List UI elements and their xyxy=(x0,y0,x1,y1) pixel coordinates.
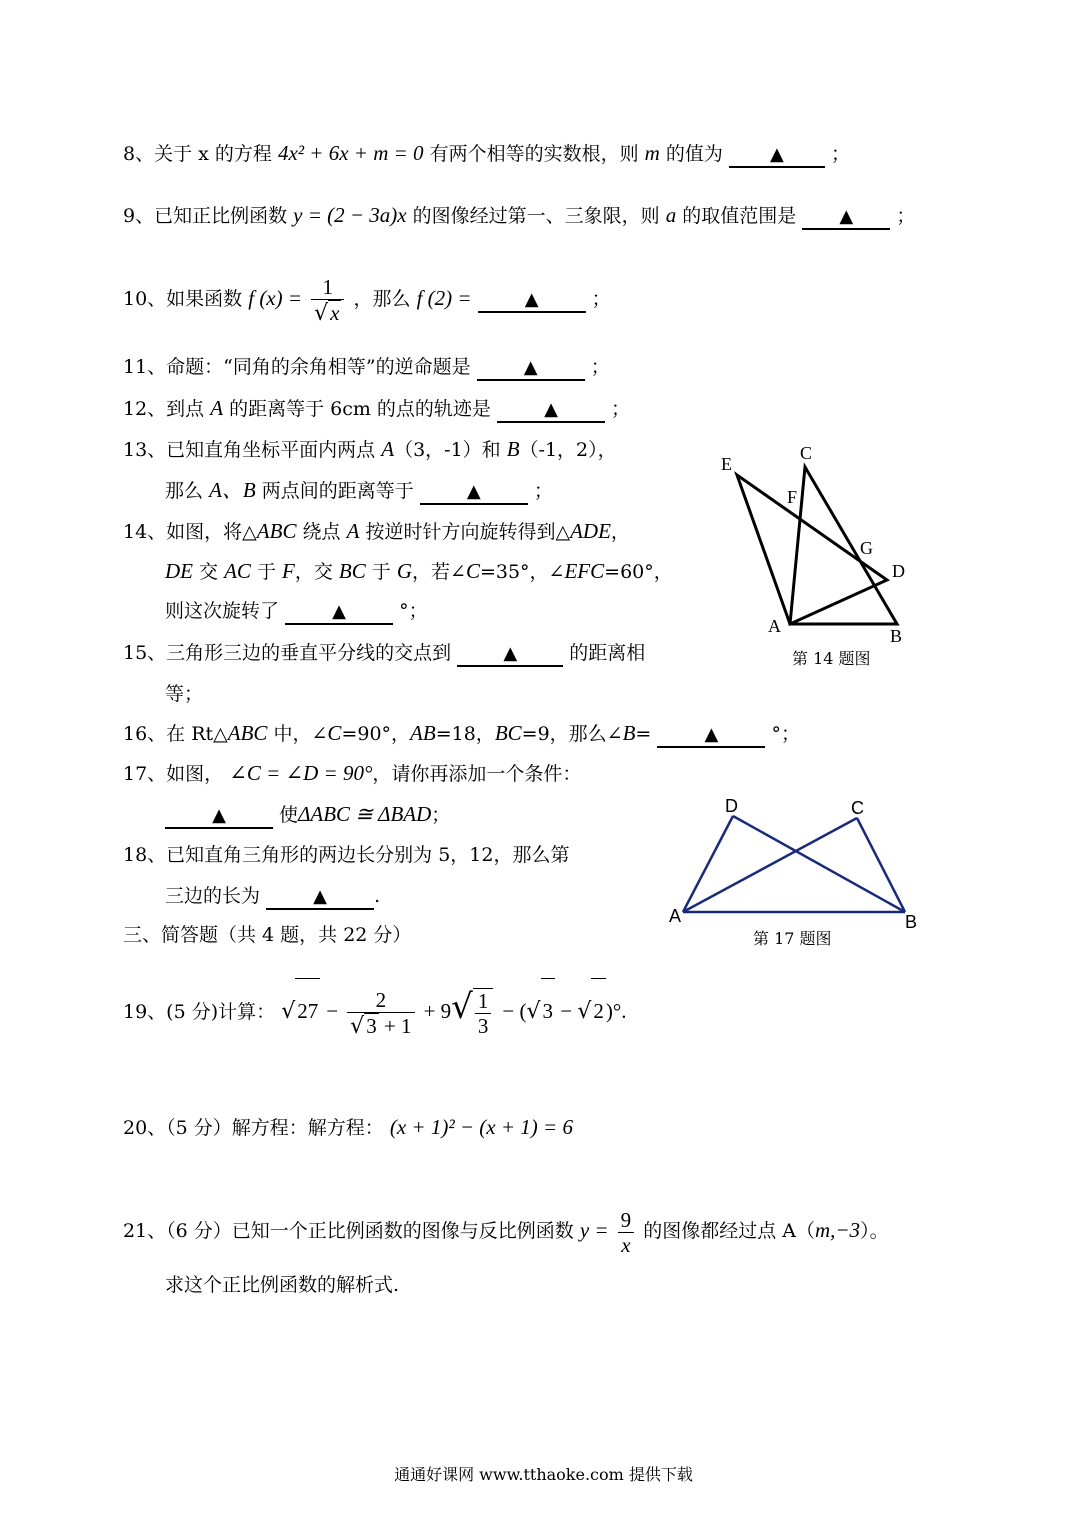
q13-text: 13、已知直角坐标平面内两点 xyxy=(123,439,376,461)
point-label-d: D xyxy=(892,561,905,581)
q10-num: 1 xyxy=(311,275,344,300)
triangle-icon: ▲ xyxy=(332,601,346,622)
q9-equation: y = (2 − 3a)x xyxy=(293,203,407,227)
question-17 xyxy=(123,760,581,787)
q14-end-1: ， xyxy=(610,521,630,543)
section-title xyxy=(123,922,411,948)
q21-num: 9 xyxy=(618,1208,635,1233)
q17-cond: ∠C = ∠D = 90° xyxy=(229,761,373,785)
q8-text-mid: 有两个相等的实数根，则 xyxy=(429,143,639,165)
question-19 xyxy=(123,975,627,1044)
q19-text: 19、(5 分)计算： xyxy=(123,1001,276,1023)
point-label-g: G xyxy=(860,538,873,558)
q14-end-3: °； xyxy=(399,600,428,622)
q12-var: A xyxy=(210,396,224,420)
q13-b: B xyxy=(506,437,520,461)
question-9 xyxy=(123,202,915,230)
figure-17 xyxy=(665,792,935,952)
answer-blank[interactable] xyxy=(266,884,374,910)
answer-blank[interactable] xyxy=(457,641,563,667)
point-label-b: B xyxy=(890,626,903,646)
question-8 xyxy=(123,140,850,168)
q14-text-post: 按逆时针方向旋转得到△ xyxy=(365,521,571,543)
triangle-icon: ▲ xyxy=(524,289,539,310)
q10-text-mid: ，那么 xyxy=(353,288,411,310)
q14-line2-seg: 于 xyxy=(365,561,397,583)
answer-blank[interactable] xyxy=(478,287,586,313)
question-18 xyxy=(123,842,569,868)
answer-blank[interactable] xyxy=(165,803,273,829)
sqrt-icon: √ xyxy=(526,999,541,1024)
q18-text: 18、已知直角三角形的两边长分别为 5，12，那么第 xyxy=(123,844,570,866)
q12-text-post: 的距离等于 6cm 的点的轨迹是 xyxy=(229,398,491,420)
q21-point: m,−3 xyxy=(814,1218,861,1242)
footer: 通通好课网 www.tthaoke.com 提供下载 xyxy=(394,1465,693,1484)
question-21 xyxy=(123,1200,889,1261)
q13-a: A xyxy=(381,437,395,461)
q21-text-2: 求这个正比例函数的解析式. xyxy=(165,1274,400,1296)
point-label-a: A xyxy=(669,906,682,926)
q21-fraction xyxy=(618,1208,635,1257)
point-label-f: F xyxy=(787,487,798,507)
q18-text-2: 三边的长为 xyxy=(165,885,261,907)
q19-den-r: 3 xyxy=(366,1013,377,1038)
q8-equation: 4x² + 6x + m = 0 xyxy=(277,141,424,165)
q14-line2-seg: C xyxy=(465,559,480,583)
question-15 xyxy=(123,640,645,667)
point-label-c: C xyxy=(851,798,864,818)
question-14-line-1 xyxy=(123,518,630,545)
sqrt-icon: √ xyxy=(451,987,473,1027)
q10-end: ； xyxy=(591,288,611,310)
answer-blank[interactable] xyxy=(802,204,890,230)
q14-line2-seg: AC xyxy=(224,559,251,583)
q17-text: 17、如图， xyxy=(123,763,224,785)
q21-text-post: 的图像都经过点 A（ xyxy=(643,1220,815,1242)
q14-line2-seg: 于 xyxy=(250,561,283,583)
question-12 xyxy=(123,395,630,423)
triangle-icon: ▲ xyxy=(770,144,784,165)
q14-line2-seg: ，若∠ xyxy=(412,561,466,583)
q17-text-2: 使 xyxy=(279,804,299,826)
question-18-line-2 xyxy=(165,883,380,910)
q21-den: x xyxy=(621,1232,631,1257)
triangle-icon: ▲ xyxy=(544,399,558,420)
q14-line2-seg: 交 xyxy=(193,561,225,583)
q16-ab: AB xyxy=(410,721,436,745)
q20-equation: (x + 1)² − (x + 1) = 6 xyxy=(389,1115,573,1139)
sqrt-icon: √ xyxy=(350,1013,365,1039)
q13-a-coord: （3，-1）和 xyxy=(394,439,501,461)
q19-r27: 27 xyxy=(295,978,320,1043)
q16-bc: BC xyxy=(494,721,522,745)
q11-text: 11、命题：“同角的余角相等”的逆命题是 xyxy=(123,356,471,378)
q14-a: A xyxy=(346,519,360,543)
q8-text: 8、关于 x 的方程 xyxy=(123,143,272,165)
q16-t3: =18， xyxy=(435,723,495,745)
q19-r2: 2 xyxy=(591,978,606,1043)
q19-fraction xyxy=(347,988,414,1039)
sqrt-icon: √ xyxy=(281,999,296,1024)
triangle-icon: ▲ xyxy=(839,206,854,227)
q10-fraction xyxy=(311,275,344,326)
q16-c: C xyxy=(327,721,342,745)
q19-tail-close: )°. xyxy=(605,999,627,1023)
q21-text: 21、（6 分）已知一个正比例函数的图像与反比例函数 xyxy=(123,1220,574,1242)
q16-t2: =90°， xyxy=(341,723,411,745)
figure-17-caption: 第 17 题图 xyxy=(753,929,832,948)
q14-line2-seg: G xyxy=(396,559,413,583)
q19-plus: + 9 xyxy=(423,999,452,1023)
figure-14-caption: 第 14 题图 xyxy=(792,649,871,668)
q9-text-post: 的取值范围是 xyxy=(682,205,797,227)
q15-text-2: 等； xyxy=(165,683,204,705)
q13-end: ； xyxy=(533,480,553,502)
q16-abc: ABC xyxy=(227,721,268,745)
point-label-e: E xyxy=(721,454,732,474)
q20-text: 20、（5 分）解方程：解方程： xyxy=(123,1117,384,1139)
q14-line2-seg: BC xyxy=(338,559,366,583)
triangle-icon: ▲ xyxy=(503,643,518,664)
q16-b: B xyxy=(622,721,636,745)
answer-blank[interactable] xyxy=(477,355,585,381)
q15-text: 15、三角形三边的垂直平分线的交点到 xyxy=(123,642,452,664)
triangle-icon: ▲ xyxy=(704,724,719,745)
q14-abc: ABC xyxy=(256,519,297,543)
answer-blank[interactable] xyxy=(420,479,528,505)
q14-line2-seg: =35°，∠ xyxy=(479,561,565,583)
sqrt-icon: √ xyxy=(577,999,592,1024)
answer-blank[interactable] xyxy=(497,397,605,423)
q11-end: ； xyxy=(590,356,610,378)
q17-end: ； xyxy=(431,804,451,826)
sqrt-icon: √ xyxy=(314,300,329,326)
q15-text-post: 的距离相 xyxy=(569,642,646,664)
section-3-title: 三、简答题（共 4 题，共 22 分） xyxy=(123,924,412,946)
q19-r3: 3 xyxy=(541,978,556,1043)
q10-text: 10、如果函数 xyxy=(123,288,243,310)
triangle-icon: ▲ xyxy=(313,886,327,907)
q14-line2-seg: ，交 xyxy=(294,561,339,583)
q14-text-mid: 绕点 xyxy=(302,521,341,543)
q14-text: 14、如图，将△ xyxy=(123,521,257,543)
q16-t4: =9，那么∠ xyxy=(521,723,623,745)
answer-blank[interactable] xyxy=(285,599,393,625)
question-21-line-2 xyxy=(165,1272,399,1298)
q14-line2-seg: F xyxy=(282,559,295,583)
q12-text: 12、到点 xyxy=(123,398,205,420)
triangle-icon: ▲ xyxy=(466,481,481,502)
q10-f2: f (2) = xyxy=(416,286,472,310)
point-label-b: B xyxy=(905,912,918,932)
q14-line2-seg: EFC xyxy=(564,559,605,583)
question-14-line-2 xyxy=(165,558,673,585)
q17-cong: ΔABC ≅ ΔBAD xyxy=(298,802,432,826)
q16-t1: 中，∠ xyxy=(267,723,328,745)
q13-text-3: 两点间的距离等于 xyxy=(261,480,414,502)
point-label-a: A xyxy=(768,616,781,636)
q19-den-plus: + 1 xyxy=(378,1013,412,1038)
q14-line2-seg: DE xyxy=(165,559,193,583)
q9-text: 9、已知正比例函数 xyxy=(123,205,288,227)
q14-ade: ADE xyxy=(570,519,611,543)
q19-tail-mid: − xyxy=(555,999,578,1023)
question-16 xyxy=(123,720,800,748)
triangle-icon: ▲ xyxy=(212,805,226,826)
q16-end: °； xyxy=(771,723,800,745)
q16-text: 16、在 Rt△ xyxy=(123,723,228,745)
figure-14-svg xyxy=(700,440,940,680)
q8-end: ； xyxy=(831,143,851,165)
q21-end: ）。 xyxy=(860,1220,889,1242)
point-label-d: D xyxy=(725,796,738,816)
q12-end: ； xyxy=(611,398,631,420)
figure-14 xyxy=(700,440,940,680)
answer-blank[interactable] xyxy=(729,142,825,168)
q19-inner-fraction xyxy=(473,988,494,1038)
q19-in-num: 1 xyxy=(475,989,492,1014)
q8-text-post: 的值为 xyxy=(665,143,723,165)
q8-var: m xyxy=(644,141,660,165)
q13-text-2: 那么 xyxy=(165,480,204,502)
question-10 xyxy=(123,268,611,329)
answer-blank[interactable] xyxy=(657,722,765,748)
q14-text-3: 则这次旋转了 xyxy=(165,600,280,622)
q19-tail-open: − ( xyxy=(502,999,527,1023)
point-label-c: C xyxy=(800,443,813,463)
question-20 xyxy=(123,1114,573,1141)
q10-fx: f (x) = xyxy=(248,286,303,310)
question-17-line-2 xyxy=(165,801,450,829)
q9-text-mid: 的图像经过第一、三象限，则 xyxy=(412,205,660,227)
q16-t5: = xyxy=(635,723,652,745)
q17-text-post: ，请你再添加一个条件： xyxy=(372,763,582,785)
q18-end: . xyxy=(374,885,381,907)
question-15-line-2 xyxy=(165,681,203,707)
question-13-line-2 xyxy=(165,477,553,505)
triangle-icon: ▲ xyxy=(523,357,538,378)
question-14-line-3 xyxy=(165,598,428,625)
q19-num: 2 xyxy=(347,988,414,1013)
q13-ab: A、B xyxy=(209,478,256,502)
q9-var: a xyxy=(665,203,677,227)
q19-minus: − xyxy=(326,999,339,1023)
segment-ac xyxy=(683,818,857,912)
question-11 xyxy=(123,354,610,381)
question-13-line-1 xyxy=(123,436,617,463)
q13-b-coord: （-1，2）， xyxy=(519,439,617,461)
q9-end: ； xyxy=(896,205,916,227)
q14-line2-seg: =60°， xyxy=(604,561,673,583)
q21-y: y = xyxy=(579,1218,609,1242)
q19-in-den: 3 xyxy=(477,1014,489,1038)
q10-den: x xyxy=(330,300,340,325)
